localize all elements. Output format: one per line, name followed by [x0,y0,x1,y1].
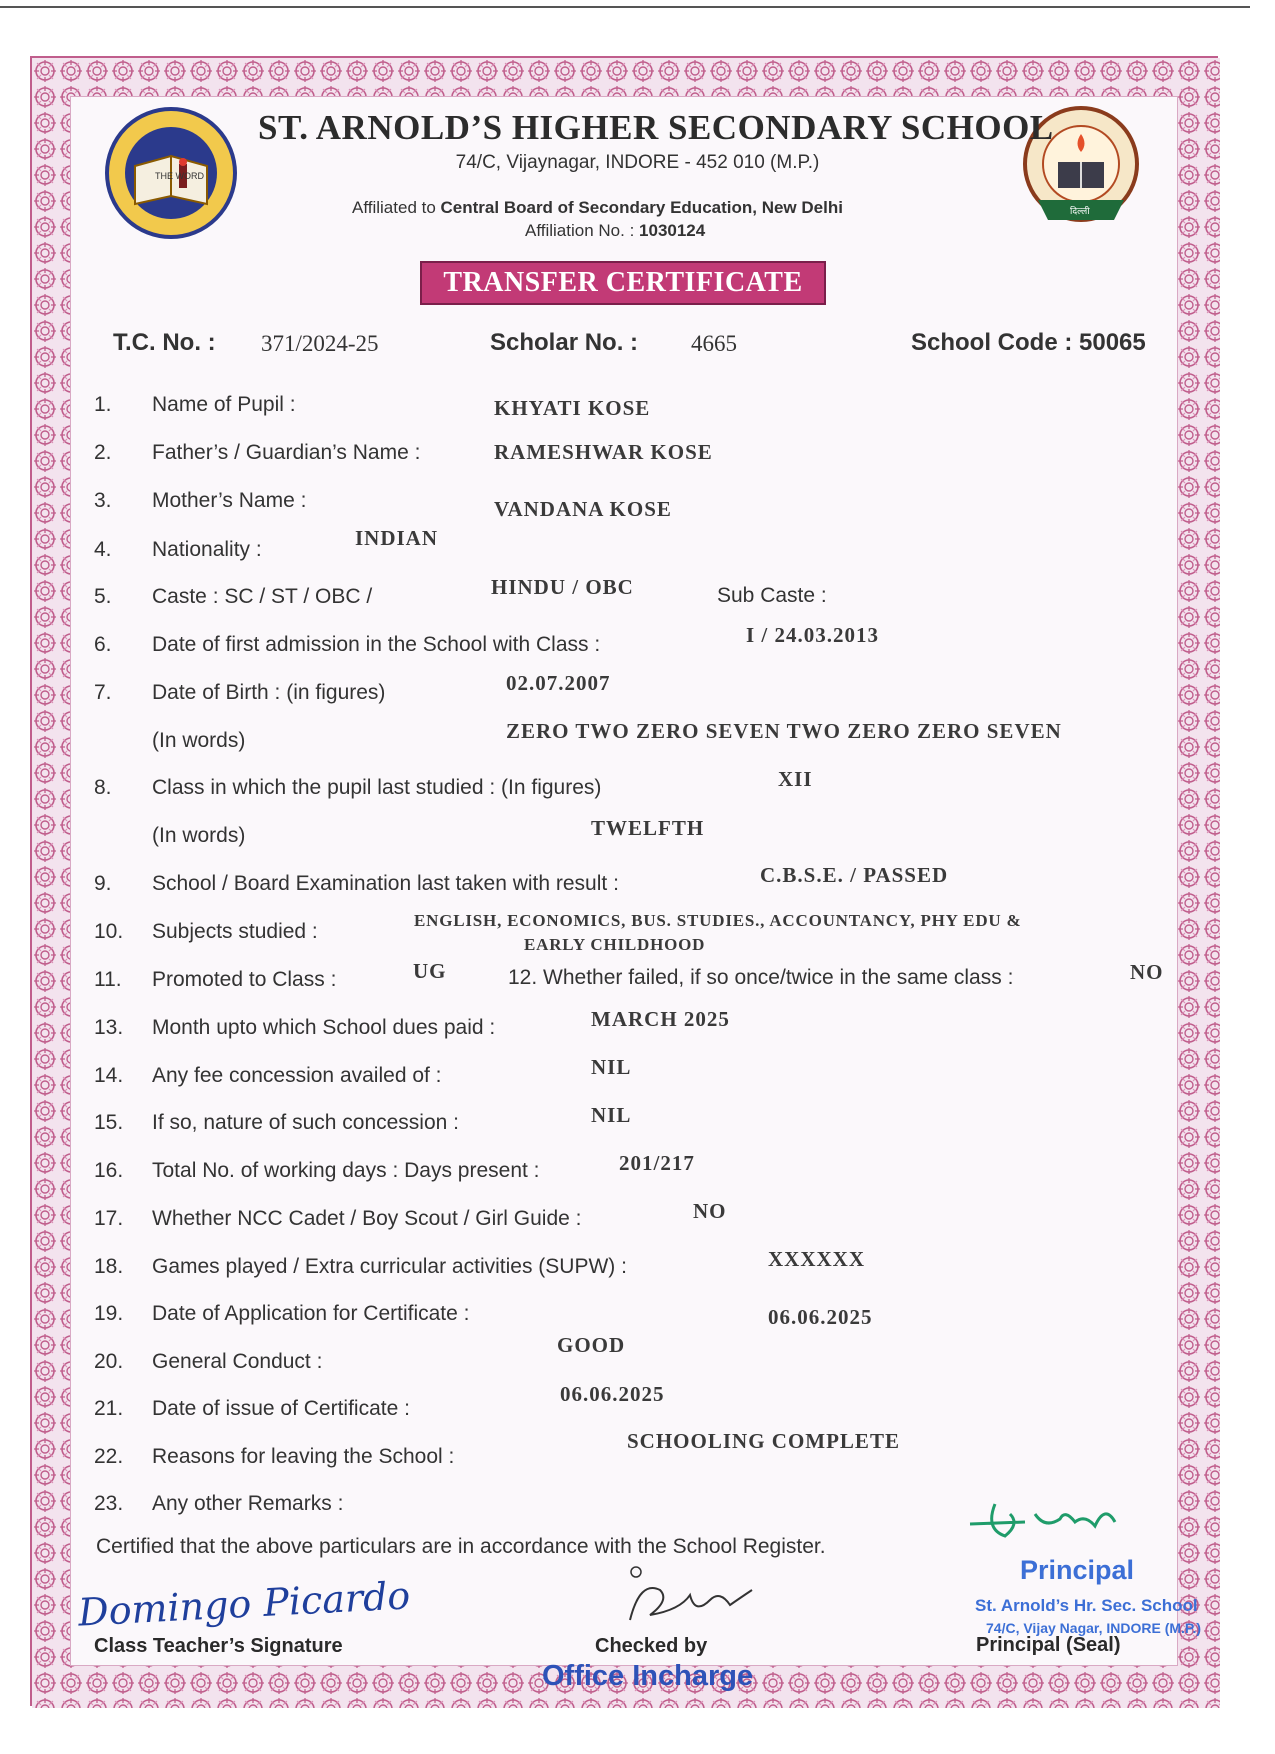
failed-value: NO [1130,960,1164,984]
dob-figures-value: 02.07.2007 [506,671,611,695]
row-label: Any other Remarks : [152,1492,344,1515]
row-number: 8. [94,776,112,799]
tc-number-label: T.C. No. : [113,329,216,356]
sub-caste-label: Sub Caste : [717,584,827,607]
row-label: Caste : SC / ST / OBC / [152,585,373,608]
row-label: School / Board Examination last taken with result : [152,872,619,895]
tc-number-value: 371/2024-25 [261,331,379,356]
principal-stamp-school: St. Arnold’s Hr. Sec. School [975,1596,1198,1615]
principal-stamp-title: Principal [1020,1555,1135,1585]
row-number: 4. [94,538,112,561]
school-code: School Code : 50065 [911,329,1146,356]
row-number: 19. [94,1302,124,1325]
row-number: 16. [94,1159,124,1182]
row-label: Month upto which School dues paid : [152,1016,496,1039]
affiliation-number: 1030124 [639,221,706,240]
subjects-value-line2: EARLY CHILDHOOD [524,935,706,954]
logo-book-text: THE WORD [155,171,204,181]
games-value: XXXXXX [768,1247,865,1271]
class-teacher-signature: Domingo Picardo [77,1573,412,1635]
exam-result-value: C.B.S.E. / PASSED [760,863,949,887]
row-number: 3. [94,489,112,512]
father-name-value: RAMESHWAR KOSE [494,440,713,464]
row-label: Nationality : [152,538,262,561]
row-number: 20. [94,1350,124,1373]
first-admission-value: I / 24.03.2013 [746,623,880,647]
row-label: Promoted to Class : [152,968,337,991]
scan-edge-line [0,6,1250,8]
row-number: 1. [94,393,112,416]
row-label: General Conduct : [152,1350,323,1373]
school-name: ST. ARNOLD’S HIGHER SECONDARY SCHOOL [258,108,1054,147]
row-number: 14. [94,1064,124,1087]
principal-seal-label: Principal (Seal) [976,1634,1121,1656]
affiliation-prefix: Affiliated to [352,198,441,217]
row-label: Mother’s Name : [152,489,307,512]
scholar-number-value: 4665 [691,331,737,356]
checker-signature [620,1560,760,1640]
row-label: Father’s / Guardian’s Name : [152,441,421,464]
concession-nature-value: NIL [591,1103,632,1127]
row-number: 7. [94,681,112,704]
row-number: 11. [94,968,122,991]
row-number: 2. [94,441,112,464]
conduct-value: GOOD [557,1333,626,1357]
row-number: 21. [94,1397,124,1420]
row-number: 15. [94,1111,124,1134]
dues-paid-value: MARCH 2025 [591,1007,730,1031]
affiliation-line [352,198,843,218]
nationality-value: INDIAN [355,526,439,550]
last-class-words-value: TWELFTH [591,816,705,840]
row-label: Reasons for leaving the School : [152,1445,455,1468]
row-label: Games played / Extra curricular activities (SUPW) : [152,1255,627,1278]
issue-date-value: 06.06.2025 [560,1382,665,1406]
row-label: Total No. of working days : Days present : [152,1159,540,1182]
dob-words-value: ZERO TWO ZERO SEVEN TWO ZERO ZERO SEVEN [506,719,1062,743]
row-label: Any fee concession availed of : [152,1064,442,1087]
class-teacher-label: Class Teacher’s Signature [94,1635,343,1657]
row-number: 13. [94,1016,124,1039]
caste-value: HINDU / OBC [491,575,634,599]
row-label: Date of Application for Certificate : [152,1302,470,1325]
certificate-title: TRANSFER CERTIFICATE [420,261,826,305]
fee-concession-value: NIL [591,1055,632,1079]
row-label: Subjects studied : [152,920,318,943]
application-date-value: 06.06.2025 [768,1305,873,1329]
failed-question-label: 12. Whether failed, if so once/twice in the same class : [508,966,1014,989]
dob-words-label: (In words) [152,729,246,752]
row-label: Date of first admission in the School with Class : [152,633,601,656]
affiliation-board: Central Board of Secondary Education, New Delhi [440,198,843,217]
row-label: If so, nature of such concession : [152,1111,460,1134]
cbse-logo-city: दिल्ली [1070,207,1090,217]
certification-statement: Certified that the above particulars are in accordance with the School Register. [96,1535,826,1558]
row-label: Name of Pupil : [152,393,296,416]
row-number: 22. [94,1445,124,1468]
affiliation-number-line [525,221,705,241]
subjects-value-line1: ENGLISH, ECONOMICS, BUS. STUDIES., ACCOUNTANCY, PHY EDU & [414,911,1022,930]
row-label: Whether NCC Cadet / Boy Scout / Girl Guide : [152,1207,582,1230]
checked-by-label: Checked by [595,1635,708,1657]
office-incharge-stamp: Office Incharge [542,1660,754,1692]
pupil-name-value: KHYATI KOSE [494,396,651,420]
ncc-value: NO [693,1199,727,1223]
row-number: 17. [94,1207,124,1230]
principal-signature [965,1484,1145,1550]
row-number: 18. [94,1255,124,1278]
mother-name-value: VANDANA KOSE [494,497,672,521]
row-number: 9. [94,872,112,895]
working-days-value: 201/217 [619,1151,695,1175]
principal-stamp-address: 74/C, Vijay Nagar, INDORE (M.P.) [986,1620,1202,1636]
row-number: 23. [94,1492,124,1515]
last-class-words-label: (In words) [152,824,246,847]
scholar-number-label: Scholar No. : [490,329,639,356]
row-number: 6. [94,633,112,656]
last-class-figures-value: XII [778,767,813,791]
affiliation-label: Affiliation No. : [525,221,640,240]
leaving-reason-value: SCHOOLING COMPLETE [627,1429,900,1453]
row-label: Class in which the pupil last studied : (In figures) [152,776,602,799]
row-label: Date of issue of Certificate : [152,1397,410,1420]
promoted-class-value: UG [413,959,447,983]
row-number: 10. [94,920,124,943]
row-label: Date of Birth : (in figures) [152,681,386,704]
row-number: 5. [94,585,112,608]
school-address: 74/C, Vijaynagar, INDORE - 452 010 (M.P.) [455,152,820,173]
